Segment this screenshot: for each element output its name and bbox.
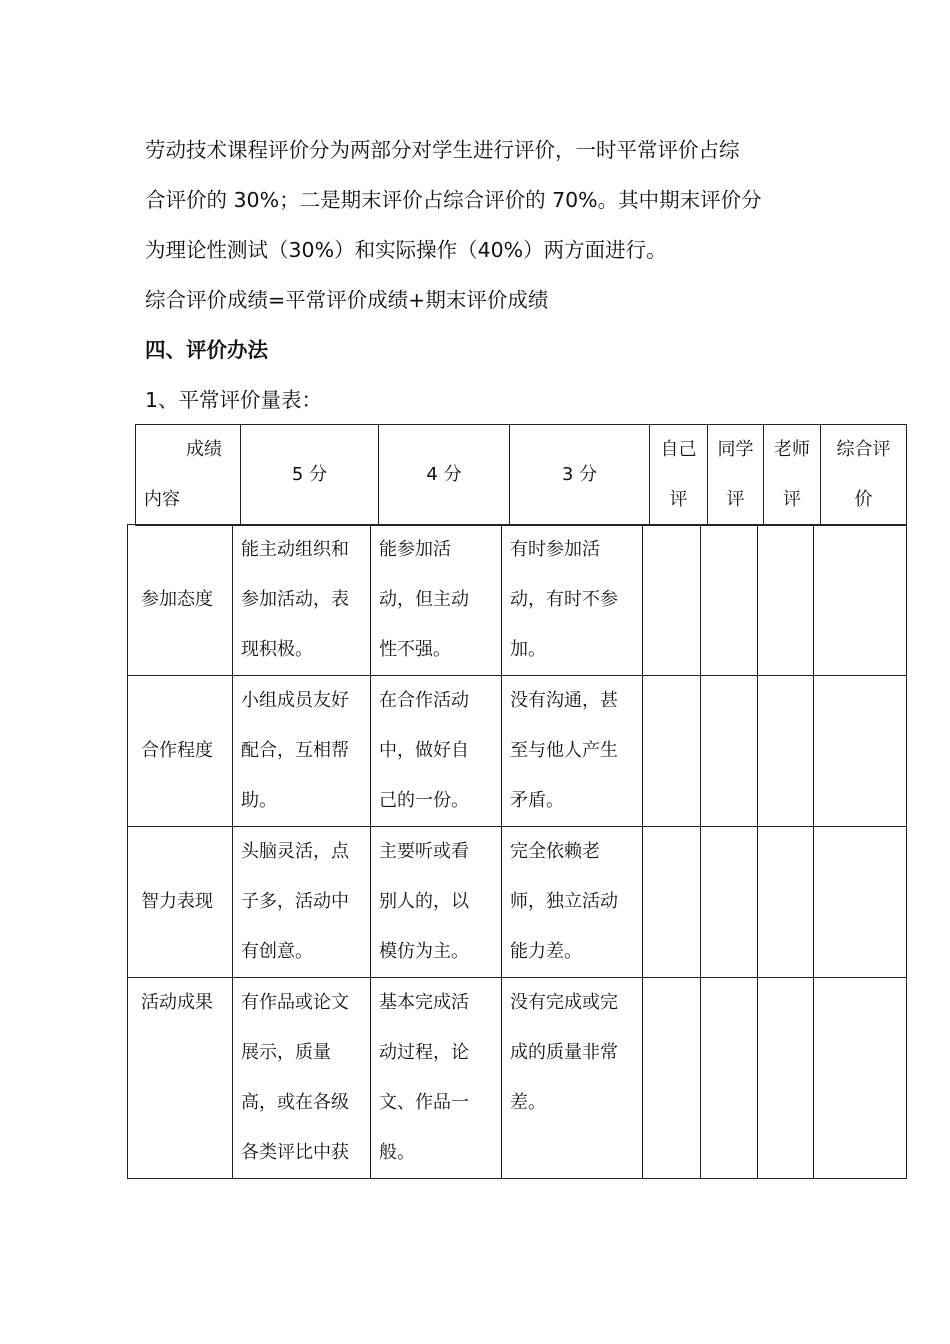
header-peer-eval-line2: 评 [726, 489, 745, 510]
cell-score-5 [233, 978, 371, 1179]
cell-line: 文、作品一 [379, 1092, 469, 1113]
cell-overall-eval-empty [814, 676, 907, 827]
header-self-eval [650, 425, 708, 526]
cell-line: 参加活动，表 [241, 589, 349, 610]
cell-line: 中，做好自 [379, 740, 469, 761]
header-teacher-eval-line2: 评 [783, 489, 801, 510]
cell-line: 基本完成活 [379, 992, 469, 1013]
table-row [128, 525, 907, 676]
cell-line: 般。 [379, 1142, 415, 1163]
cell-score-4 [371, 827, 502, 978]
cell-line: 有创意。 [241, 941, 313, 962]
corner-score-label: 成绩 [186, 439, 222, 460]
cell-peer-eval-empty [701, 525, 758, 676]
header-peer-eval-line1: 同学 [717, 439, 754, 460]
cell-line: 完全依赖老 [510, 841, 600, 862]
row-label-cooperation: 合作程度 [128, 676, 233, 827]
cell-line: 有时参加活 [510, 539, 600, 560]
cell-score-3 [502, 676, 643, 827]
cell-line: 没有沟通，甚 [510, 690, 618, 711]
cell-line: 展示，质量 [241, 1042, 331, 1063]
cell-line: 助。 [241, 790, 277, 811]
table-row [128, 978, 907, 1179]
section-heading: 四、评价办法 [145, 338, 268, 362]
cell-overall-eval-empty [814, 978, 907, 1179]
cell-line: 小组成员友好 [241, 690, 349, 711]
intro-line-3: 为理论性测试（30%）和实际操作（40%）两方面进行。 [145, 238, 667, 262]
header-overall-eval [821, 425, 907, 526]
table-title: 1、平常评价量表： [145, 388, 323, 412]
cell-score-3 [502, 978, 643, 1179]
cell-line: 师，独立活动 [510, 891, 618, 912]
cell-line: 动过程，论 [379, 1042, 469, 1063]
cell-line: 至与他人产生 [510, 740, 618, 761]
header-self-eval-line2: 评 [669, 489, 688, 510]
cell-score-5 [233, 525, 371, 676]
cell-line: 现积极。 [241, 639, 313, 660]
cell-score-3 [502, 525, 643, 676]
cell-line: 能主动组织和 [241, 539, 349, 560]
cell-overall-eval-empty [814, 525, 907, 676]
intro-line-1: 劳动技术课程评价分为两部分对学生进行评价，一时平常评价占综 [145, 138, 740, 162]
cell-line: 差。 [510, 1092, 546, 1113]
cell-line: 能参加活 [379, 539, 451, 560]
cell-self-eval-empty [643, 525, 701, 676]
cell-line: 高，或在各级 [241, 1092, 349, 1113]
intro-line-2: 合评价的 30%；二是期末评价占综合评价的 70%。其中期末评价分 [145, 188, 762, 212]
row-label-intelligence: 智力表现 [128, 827, 233, 978]
cell-score-4 [371, 525, 502, 676]
cell-self-eval-empty [643, 978, 701, 1179]
cell-teacher-eval-empty [758, 676, 814, 827]
cell-score-5 [233, 827, 371, 978]
header-overall-eval-line1: 综合评 [836, 439, 891, 460]
table-row [128, 827, 907, 978]
cell-line: 别人的，以 [379, 891, 469, 912]
cell-line: 配合，互相帮 [241, 740, 349, 761]
cell-line: 主要听或看 [379, 841, 469, 862]
row-label-attitude: 参加态度 [128, 525, 233, 676]
header-teacher-eval [764, 425, 821, 526]
cell-self-eval-empty [643, 827, 701, 978]
cell-line: 能力差。 [510, 941, 582, 962]
header-self-eval-line1: 自己 [660, 439, 697, 460]
cell-line: 矛盾。 [510, 790, 564, 811]
header-peer-eval [708, 425, 764, 526]
cell-score-4 [371, 978, 502, 1179]
cell-score-4 [371, 676, 502, 827]
cell-teacher-eval-empty [758, 827, 814, 978]
cell-peer-eval-empty [701, 978, 758, 1179]
cell-line: 各类评比中获 [241, 1142, 349, 1163]
cell-line: 没有完成或完 [510, 992, 618, 1013]
cell-score-5 [233, 676, 371, 827]
cell-line: 模仿为主。 [379, 941, 469, 962]
cell-line: 头脑灵活，点 [241, 841, 349, 862]
header-teacher-eval-line1: 老师 [774, 439, 810, 460]
cell-line: 动，但主动 [379, 589, 469, 610]
cell-self-eval-empty [643, 676, 701, 827]
evaluation-table-body [127, 524, 907, 1179]
cell-score-3 [502, 827, 643, 978]
cell-line: 加。 [510, 639, 546, 660]
cell-teacher-eval-empty [758, 525, 814, 676]
cell-line: 在合作活动 [379, 690, 469, 711]
corner-content-label: 内容 [144, 489, 180, 510]
header-score-4: 4 分 [379, 425, 510, 526]
table-row [128, 676, 907, 827]
cell-line: 性不强。 [379, 639, 451, 660]
evaluation-table-header [135, 424, 907, 526]
header-overall-eval-line2: 价 [854, 489, 873, 510]
row-label-outcome: 活动成果 [128, 978, 233, 1179]
cell-peer-eval-empty [701, 676, 758, 827]
cell-overall-eval-empty [814, 827, 907, 978]
cell-line: 动，有时不参 [510, 589, 618, 610]
cell-line: 己的一份。 [379, 790, 469, 811]
formula-line: 综合评价成绩=平常评价成绩+期末评价成绩 [145, 288, 549, 312]
header-score-5: 5 分 [241, 425, 379, 526]
header-corner-cell [136, 425, 241, 526]
cell-line: 有作品或论文 [241, 992, 349, 1013]
cell-teacher-eval-empty [758, 978, 814, 1179]
header-score-3: 3 分 [510, 425, 650, 526]
cell-peer-eval-empty [701, 827, 758, 978]
cell-line: 成的质量非常 [510, 1042, 618, 1063]
cell-line: 子多，活动中 [241, 891, 349, 912]
